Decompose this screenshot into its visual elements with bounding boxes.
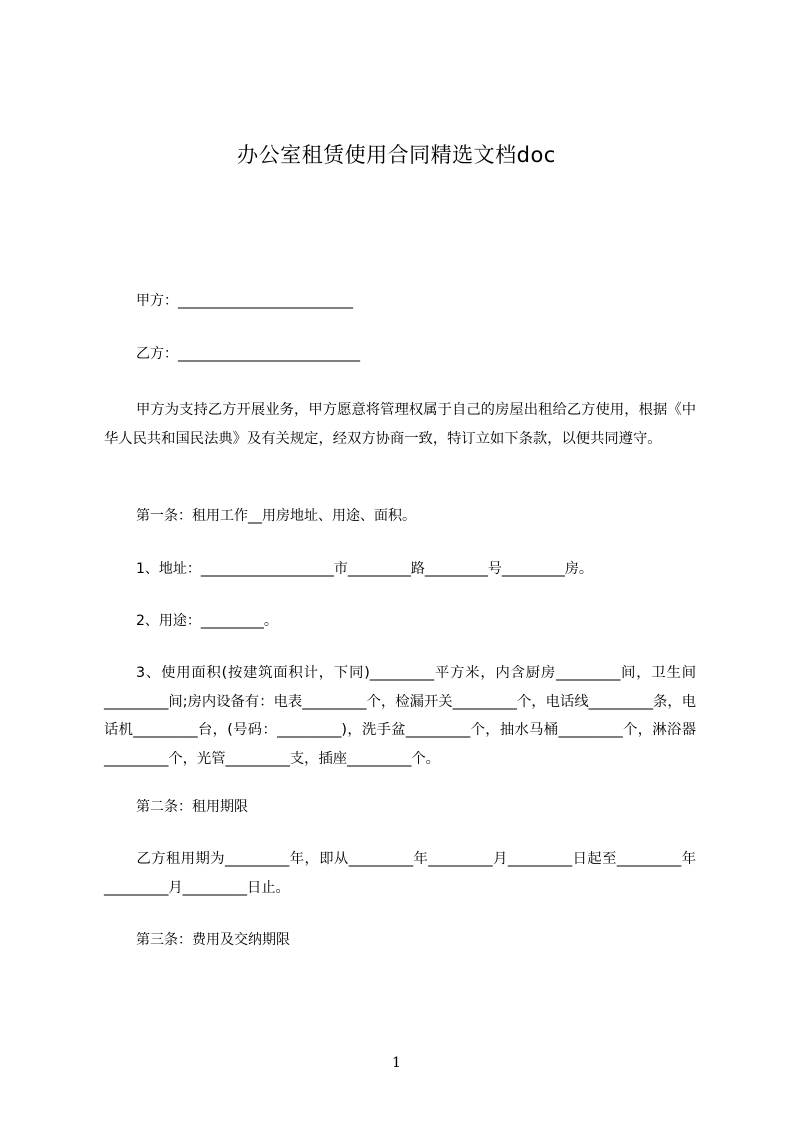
article-2-text: 乙方租用期为_________年，即从_________年_________月_________日起至_________年_________月_________日止。 [104, 851, 696, 896]
article-1-heading: 第一条：租用工作__用房地址、用途、面积。 [136, 508, 416, 524]
preamble-paragraph [104, 396, 696, 453]
item-2-use: 2、用途：_________。 [136, 613, 278, 629]
party-a-line: 甲方：_________________________ [136, 293, 353, 309]
item-3-area-paragraph [104, 659, 696, 773]
item-1-address: 1、地址：___________________市_________路_________号_________房。 [136, 561, 593, 577]
party-b-line: 乙方：__________________________ [136, 346, 360, 362]
article-2-heading: 第二条：租用期限 [136, 799, 248, 815]
document-title: 办公室租赁使用合同精选文档doc [237, 143, 556, 167]
preamble-text: 甲方为支持乙方开展业务，甲方愿意将管理权属于自己的房屋出租给乙方使用，根据《中华人民共和国民法典》及有关规定，经双方协商一致，特订立如下条款，以便共同遵守。 [104, 402, 696, 447]
article-3-heading: 第三条：费用及交纳期限 [136, 932, 290, 948]
item-3-area-text: 3、使用面积(按建筑面积计，下同)_________平方米，内含厨房_________间，卫生间_________间;房内设备有：电表_________个，检漏开关_________个，电话线_________条，电话机_________台，(号码：_________)，洗手盆_________个，抽水马桶_________个，淋浴器_________个，光管_________支，插座_________个。 [104, 665, 696, 767]
article-2-paragraph [104, 845, 696, 902]
page-number: 1 [392, 1055, 401, 1071]
